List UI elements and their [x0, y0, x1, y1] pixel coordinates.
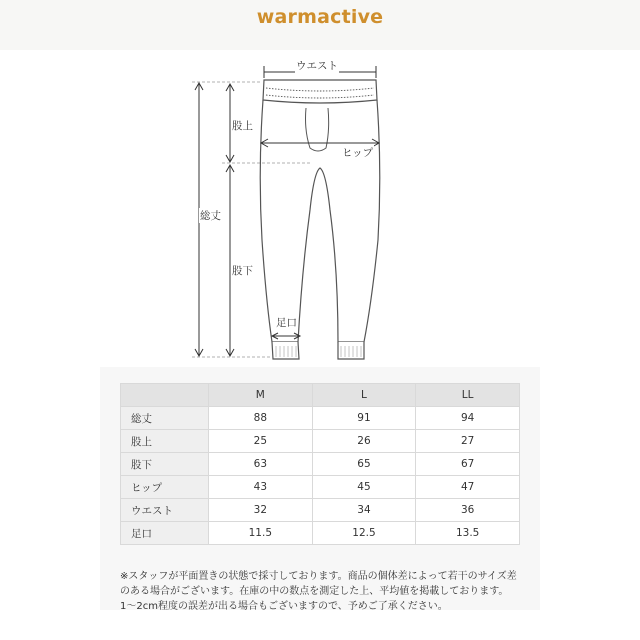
note-line: のある場合がございます。在庫の中の数点を測定した上、平均値を掲載しております。 — [120, 586, 509, 597]
table-row — [121, 430, 520, 453]
note-line: 1〜2cm程度の誤差が出る場合もございますので、予めご了承ください。 — [120, 601, 448, 612]
header-cell-ll: LL — [416, 384, 520, 407]
header-cell-l: L — [312, 384, 416, 407]
table-row — [121, 407, 520, 430]
table-row — [121, 499, 520, 522]
table-cell: 94 — [416, 407, 520, 430]
table-cell: 45 — [312, 476, 416, 499]
rise-label: 股上 — [232, 120, 253, 132]
table-cell: 13.5 — [416, 522, 520, 545]
table-cell: 12.5 — [312, 522, 416, 545]
table-cell: 27 — [416, 430, 520, 453]
header-cell-blank — [121, 384, 209, 407]
row-label: ヒップ — [121, 476, 209, 499]
table-cell: 67 — [416, 453, 520, 476]
table-row — [121, 453, 520, 476]
note-line: ※スタッフが平面置きの状態で採寸しております。商品の個体差によって若干のサイズ差 — [120, 571, 517, 582]
row-label: 股上 — [121, 430, 209, 453]
row-label: 股下 — [121, 453, 209, 476]
table-cell: 91 — [312, 407, 416, 430]
pants-diagram-svg — [0, 50, 640, 365]
total-length-label: 総丈 — [200, 210, 221, 222]
header-cell-m: M — [209, 384, 313, 407]
size-table-header-row — [121, 384, 520, 407]
table-cell: 26 — [312, 430, 416, 453]
row-label: 足口 — [121, 522, 209, 545]
table-row — [121, 476, 520, 499]
table-cell: 63 — [209, 453, 313, 476]
waist-label: ウエスト — [296, 60, 338, 72]
inseam-label: 股下 — [232, 265, 253, 277]
row-label: ウエスト — [121, 499, 209, 522]
table-cell: 43 — [209, 476, 313, 499]
size-table-panel — [100, 367, 540, 610]
brand-logo: warmactive — [256, 6, 384, 28]
hem-label: 足口 — [276, 317, 297, 329]
table-cell: 25 — [209, 430, 313, 453]
table-cell: 32 — [209, 499, 313, 522]
hip-label: ヒップ — [342, 147, 374, 159]
size-table — [120, 383, 520, 545]
table-cell: 47 — [416, 476, 520, 499]
table-cell: 34 — [312, 499, 416, 522]
header-band — [0, 0, 640, 50]
pants-measurement-diagram — [0, 50, 640, 365]
row-label: 総丈 — [121, 407, 209, 430]
table-row — [121, 522, 520, 545]
table-cell: 11.5 — [209, 522, 313, 545]
measurement-notes — [120, 569, 530, 614]
table-cell: 65 — [312, 453, 416, 476]
table-cell: 88 — [209, 407, 313, 430]
table-cell: 36 — [416, 499, 520, 522]
